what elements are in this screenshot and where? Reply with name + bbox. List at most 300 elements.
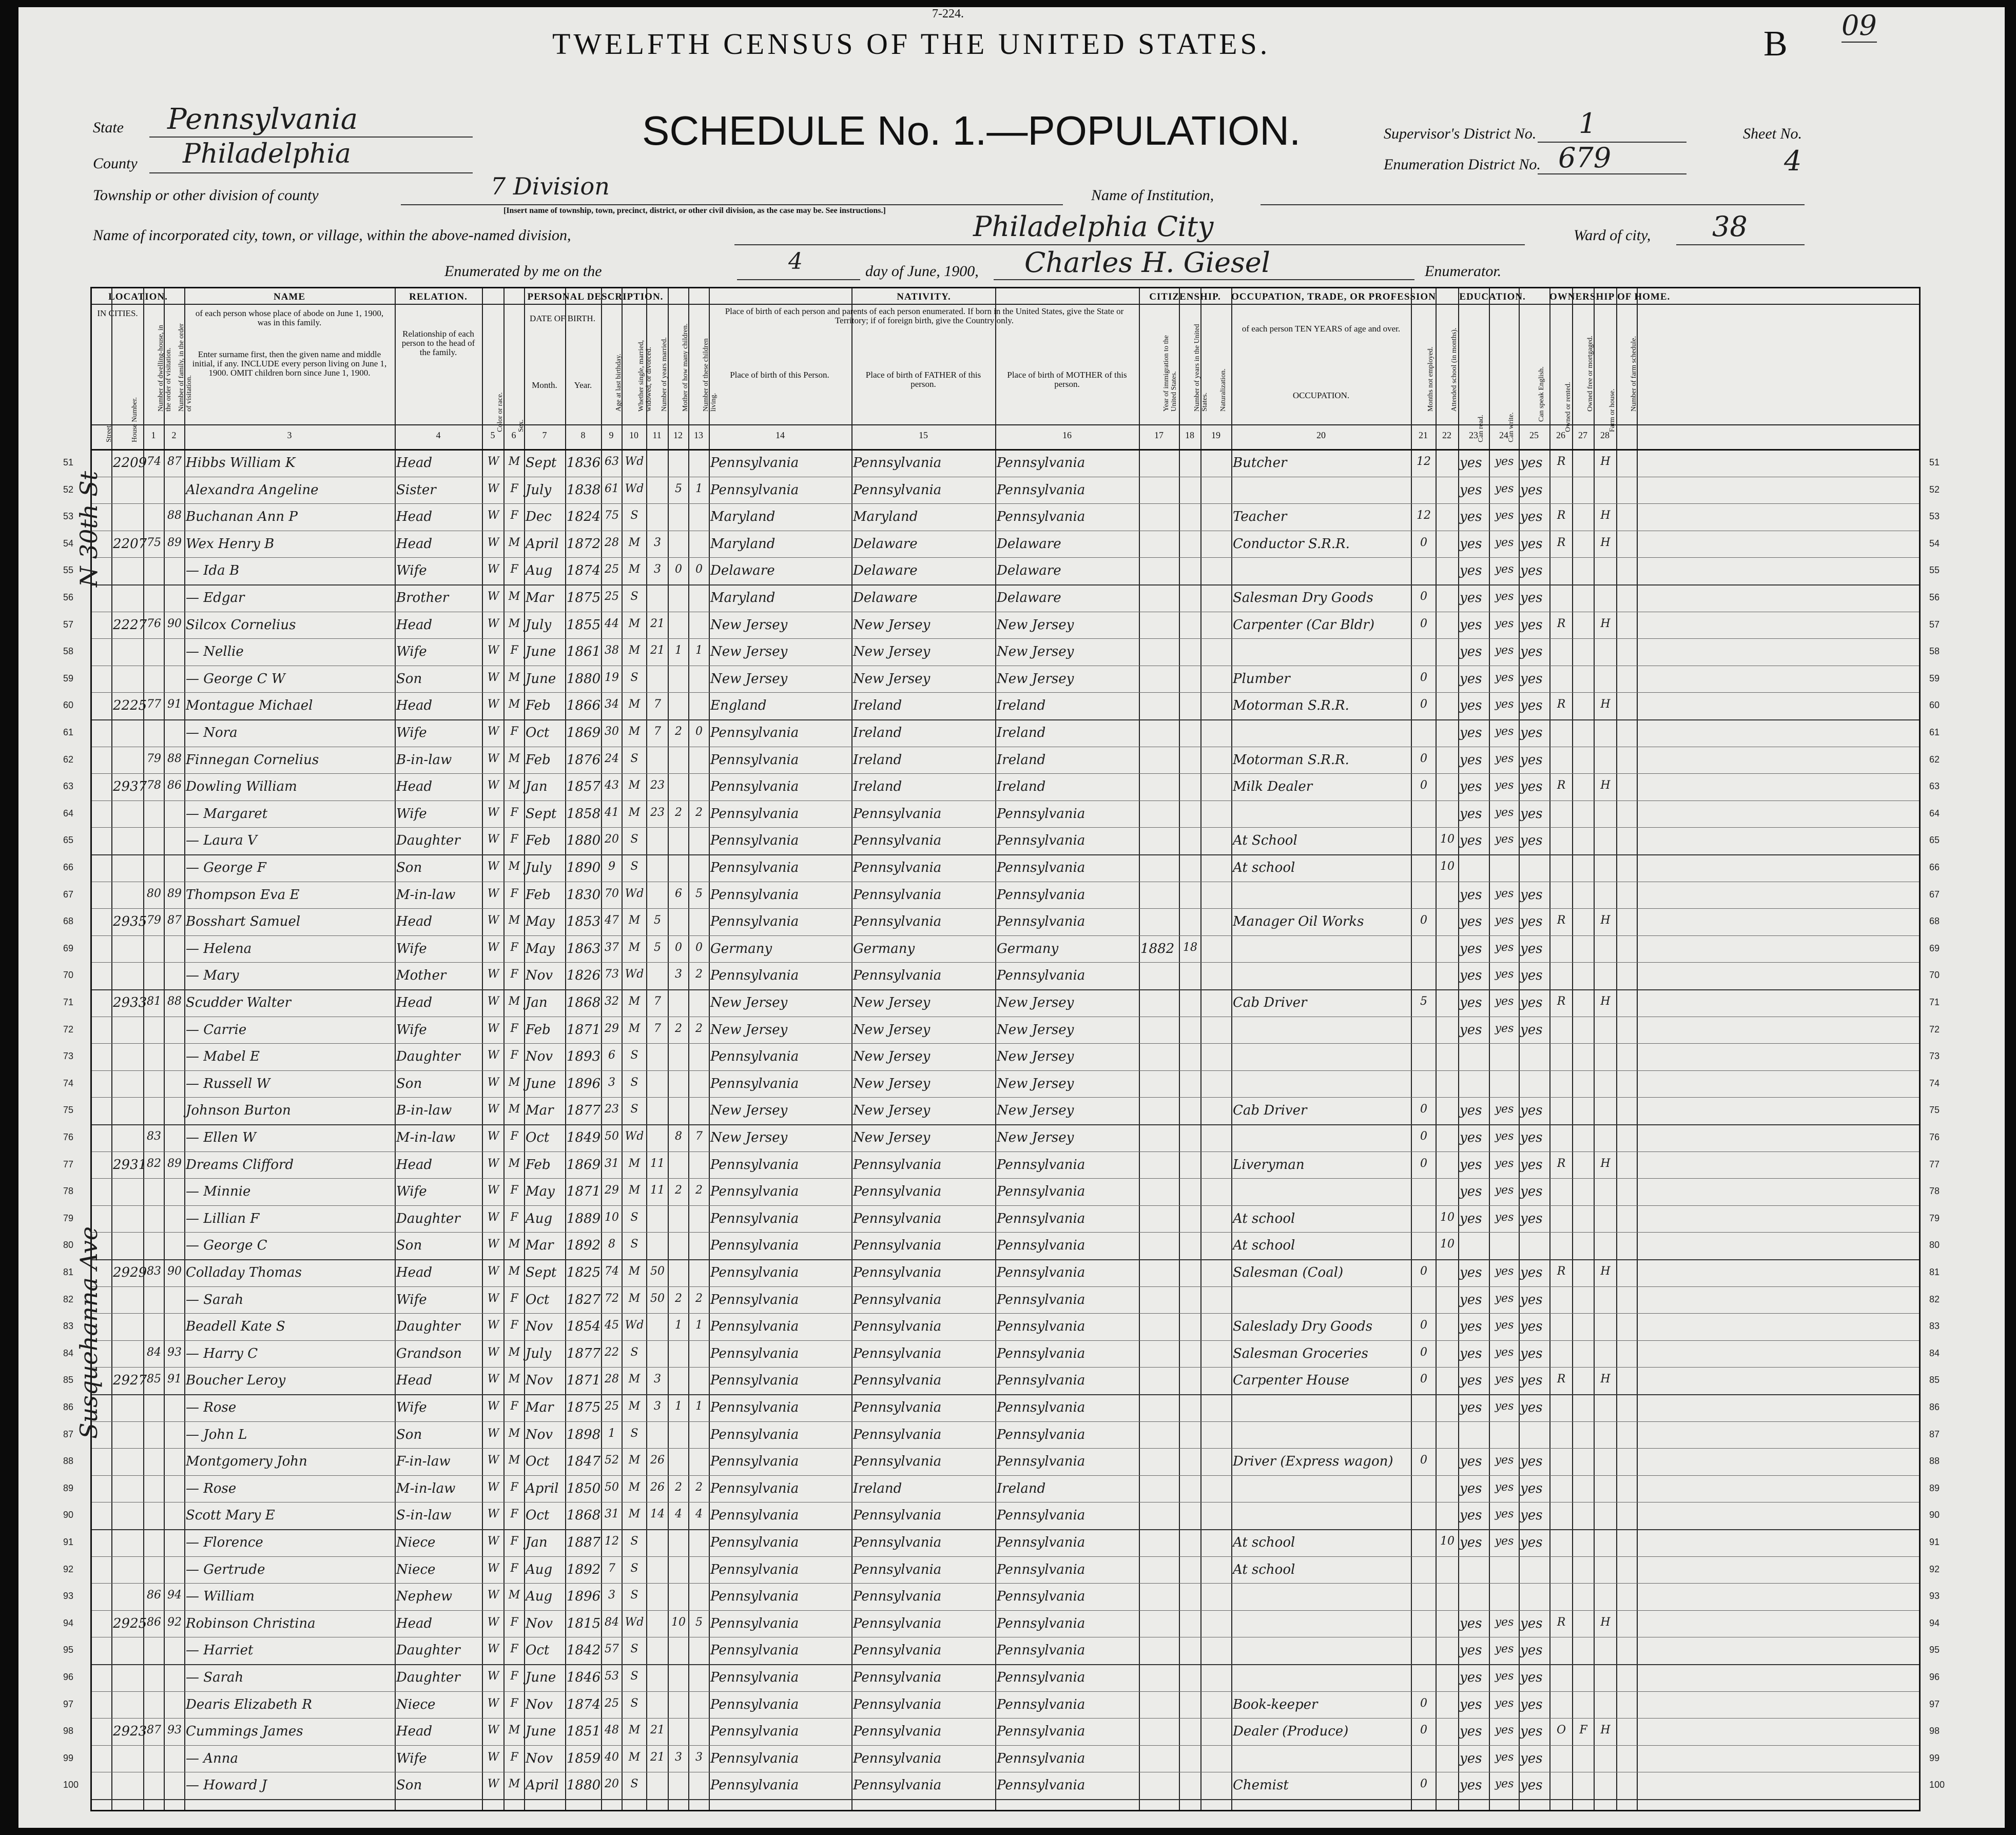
column-header: Number of these children living. — [702, 338, 718, 412]
table-cell-write: yes — [1495, 509, 1514, 522]
table-cell-name: Montague Michael — [186, 698, 313, 714]
table-cell-month: May — [526, 941, 555, 956]
table-cell-ch: 3 — [675, 1750, 682, 1764]
column-rule — [1458, 288, 1459, 1810]
table-cell-bm: Pennsylvania — [997, 455, 1085, 471]
line-number: 88 — [1929, 1456, 1940, 1467]
table-cell-year: 1893 — [567, 1049, 601, 1065]
table-cell-sch: 10 — [1440, 833, 1455, 846]
table-cell-bp: Germany — [710, 941, 772, 956]
table-cell-me: 0 — [1420, 1373, 1427, 1386]
column-header: Number of family, in the order of visitation. — [178, 323, 193, 412]
column-rule — [1572, 288, 1573, 1810]
table-cell-bm: Pennsylvania — [997, 509, 1085, 525]
table-cell-color: W — [487, 1049, 499, 1062]
table-cell-bf: Pennsylvania — [853, 1696, 942, 1712]
table-cell-year: 1826 — [567, 968, 601, 984]
table-cell-name: — Lillian F — [186, 1211, 260, 1226]
line-number: 51 — [1929, 457, 1940, 467]
table-cell-own: R — [1557, 536, 1566, 549]
table-cell-ym: 11 — [650, 1157, 665, 1170]
table-cell-month: Feb — [526, 1157, 551, 1173]
city-value: Philadelphia City — [973, 210, 1214, 243]
table-cell-year: 1874 — [567, 563, 601, 579]
table-cell-bm: Pennsylvania — [997, 914, 1085, 930]
table-cell-bp: New Jersey — [710, 671, 788, 687]
table-cell-rel: M-in-law — [396, 1480, 456, 1496]
table-cell-name: Dreams Clifford — [186, 1157, 294, 1173]
table-cell-fam: 89 — [167, 1157, 182, 1170]
column-header: Naturalization. — [1219, 368, 1227, 412]
table-cell-color: W — [487, 914, 499, 927]
column-group-label: LOCATION. — [108, 291, 168, 302]
table-cell-read: yes — [1460, 752, 1482, 768]
table-cell-liv: 0 — [695, 563, 703, 576]
table-cell-rel: M-in-law — [396, 1130, 456, 1145]
table-cell-dw: 83 — [147, 1265, 161, 1278]
table-cell-bm: Pennsylvania — [997, 1589, 1085, 1605]
line-number: 70 — [63, 970, 74, 981]
table-cell-dw: 79 — [147, 752, 161, 765]
table-cell-sex: M — [508, 779, 520, 792]
table-cell-read: yes — [1460, 1508, 1482, 1524]
table-cell-rel: Daughter — [396, 1670, 460, 1685]
table-cell-name: Buchanan Ann P — [186, 509, 298, 525]
column-rule — [164, 288, 165, 1810]
table-cell-name: — Mary — [186, 968, 239, 984]
table-cell-name: — Nellie — [186, 644, 244, 660]
line-number: 87 — [1929, 1429, 1940, 1439]
line-number: 71 — [1929, 997, 1940, 1007]
column-number: 12 — [673, 430, 683, 440]
table-cell-liv: 1 — [695, 644, 703, 657]
table-cell-write: yes — [1495, 779, 1514, 792]
table-cell-own: R — [1557, 509, 1566, 522]
table-cell-house: 2933 — [113, 995, 147, 1010]
table-cell-month: Dec — [526, 509, 552, 525]
table-cell-bf: New Jersey — [853, 1076, 931, 1091]
line-number: 97 — [1929, 1699, 1940, 1709]
column-header: Number of years married. — [661, 337, 668, 412]
table-cell-age: 12 — [605, 1535, 619, 1548]
table-cell-fam: 93 — [167, 1724, 182, 1737]
table-cell-bp: New Jersey — [710, 995, 788, 1010]
table-cell-bp: Pennsylvania — [710, 1643, 799, 1658]
table-cell-mar: Wd — [625, 1130, 644, 1143]
table-cell-sex: M — [508, 914, 520, 927]
township-value: 7 Division — [491, 172, 610, 200]
table-cell-read: yes — [1460, 509, 1482, 525]
table-cell-name: — Rose — [186, 1480, 237, 1496]
table-cell-read: yes — [1460, 1750, 1482, 1766]
table-cell-occ: Liveryman — [1233, 1157, 1305, 1173]
table-cell-occ: Teacher — [1233, 509, 1287, 525]
table-cell-year: 1889 — [567, 1211, 601, 1226]
table-cell-me: 0 — [1420, 617, 1427, 630]
table-cell-age: 74 — [605, 1265, 619, 1278]
table-cell-eng: yes — [1520, 509, 1543, 525]
table-row-rule — [92, 1745, 1919, 1746]
table-cell-bp: Pennsylvania — [710, 1778, 799, 1793]
column-rule — [646, 288, 647, 1810]
table-row-rule — [92, 1583, 1919, 1584]
table-cell-eng: yes — [1520, 1535, 1543, 1550]
table-cell-color: W — [487, 1778, 499, 1791]
table-cell-name: Scudder Walter — [186, 995, 292, 1010]
column-rule — [851, 288, 852, 1810]
table-cell-sex: M — [508, 1157, 520, 1170]
table-cell-mar: S — [630, 1535, 638, 1548]
column-rule — [601, 288, 602, 1810]
table-cell-year: 1892 — [567, 1561, 601, 1577]
column-number: 24 — [1499, 430, 1508, 440]
table-cell-color: W — [487, 1696, 499, 1710]
table-cell-sex: F — [510, 1696, 518, 1710]
table-cell-write: yes — [1495, 1400, 1514, 1413]
column-number: 25 — [1529, 430, 1539, 440]
table-cell-bf: Ireland — [853, 1480, 902, 1496]
table-cell-month: Oct — [526, 1130, 550, 1145]
table-cell-mar: S — [630, 1561, 638, 1575]
table-cell-fam: 87 — [167, 455, 182, 468]
table-cell-mar: M — [628, 698, 641, 711]
table-cell-me: 0 — [1420, 1454, 1427, 1467]
table-cell-rel: Wife — [396, 1750, 427, 1766]
table-cell-bm: Ireland — [997, 725, 1046, 740]
table-cell-ym: 7 — [654, 698, 661, 711]
line-number: 79 — [1929, 1213, 1940, 1223]
table-cell-me: 0 — [1420, 536, 1427, 549]
table-cell-age: 9 — [608, 860, 615, 873]
table-cell-eng: yes — [1520, 1103, 1543, 1119]
table-cell-name: — Laura V — [186, 833, 257, 849]
line-number: 76 — [63, 1132, 74, 1142]
table-cell-bp: Pennsylvania — [710, 860, 799, 875]
line-number: 59 — [1929, 673, 1940, 684]
table-cell-month: Jan — [526, 779, 548, 795]
table-cell-age: 22 — [605, 1345, 619, 1359]
table-cell-rel: Son — [396, 671, 422, 687]
line-number: 85 — [1929, 1375, 1940, 1385]
table-cell-name: — Russell W — [186, 1076, 270, 1091]
table-cell-name: — Sarah — [186, 1670, 244, 1685]
table-cell-color: W — [487, 509, 499, 522]
table-cell-rel: Head — [396, 1724, 433, 1740]
table-cell-bf: Pennsylvania — [853, 1292, 942, 1307]
table-cell-me: 0 — [1420, 1319, 1427, 1332]
table-cell-year: 1855 — [567, 617, 601, 633]
table-cell-ym: 3 — [654, 1400, 661, 1413]
table-cell-fam: 91 — [167, 698, 182, 711]
table-cell-mar: M — [628, 1508, 641, 1521]
line-number: 64 — [63, 808, 74, 818]
column-rule — [395, 288, 396, 1810]
line-number: 94 — [1929, 1617, 1940, 1628]
table-row-rule — [92, 1664, 1919, 1665]
table-cell-read: yes — [1460, 941, 1482, 956]
table-cell-bm: New Jersey — [997, 671, 1074, 687]
table-cell-bf: New Jersey — [853, 1049, 931, 1065]
line-number: 72 — [63, 1024, 74, 1034]
table-cell-eng: yes — [1520, 1696, 1543, 1712]
table-cell-liv: 1 — [695, 1319, 703, 1332]
table-cell-house: 2935 — [113, 914, 147, 930]
table-cell-ym: 23 — [650, 779, 665, 792]
table-cell-name: — Sarah — [186, 1292, 244, 1307]
table-cell-month: July — [526, 482, 552, 498]
table-cell-mar: S — [630, 1643, 638, 1656]
line-number: 97 — [63, 1699, 74, 1709]
table-cell-rel: Head — [396, 1265, 433, 1280]
table-cell-dw: 76 — [147, 617, 161, 630]
table-cell-ym: 21 — [650, 617, 665, 630]
table-cell-farm: H — [1600, 536, 1611, 549]
table-cell-fam: 90 — [167, 1265, 182, 1278]
table-cell-age: 28 — [605, 1373, 619, 1386]
table-cell-name: — Nora — [186, 725, 238, 740]
table-cell-sex: M — [508, 1076, 520, 1089]
table-cell-sex: M — [508, 1345, 520, 1359]
column-number: 15 — [919, 430, 928, 440]
column-number: 13 — [694, 430, 703, 440]
table-cell-bp: Maryland — [710, 509, 776, 525]
column-header: Number of farm schedule. — [1630, 336, 1638, 412]
table-cell-color: W — [487, 1345, 499, 1359]
table-cell-ym: 11 — [650, 1184, 665, 1197]
line-number: 56 — [63, 592, 74, 602]
table-cell-sex: F — [510, 1400, 518, 1413]
table-cell-bf: New Jersey — [853, 671, 931, 687]
table-cell-liv: 2 — [695, 968, 703, 981]
column-header: DATE OF BIRTH. — [530, 314, 595, 323]
table-cell-bm: New Jersey — [997, 1076, 1074, 1091]
table-cell-bp: New Jersey — [710, 1130, 788, 1145]
table-cell-month: Nov — [526, 968, 553, 984]
table-cell-bm: Ireland — [997, 1480, 1046, 1496]
table-row-rule — [92, 1340, 1919, 1341]
table-row-rule — [92, 692, 1919, 693]
column-rule — [688, 288, 689, 1810]
table-cell-name: — George C — [186, 1238, 267, 1254]
table-cell-name: Dowling William — [186, 779, 297, 795]
column-header: Color or race. — [496, 392, 504, 432]
table-cell-write: yes — [1495, 1670, 1514, 1683]
table-cell-mar: S — [630, 1103, 638, 1116]
table-cell-mar: S — [630, 1211, 638, 1224]
table-cell-rel: Sister — [396, 482, 436, 498]
table-row-rule — [92, 989, 1919, 990]
table-cell-color: W — [487, 1400, 499, 1413]
table-cell-ym: 3 — [654, 536, 661, 549]
table-cell-eng: yes — [1520, 698, 1543, 714]
table-cell-color: W — [487, 887, 499, 900]
column-number: 26 — [1556, 430, 1565, 440]
table-cell-month: Mar — [526, 1400, 554, 1415]
table-row-rule — [92, 1367, 1919, 1368]
table-cell-fam: 89 — [167, 887, 182, 900]
table-cell-sex: M — [508, 590, 520, 603]
table-cell-month: Oct — [526, 1454, 550, 1470]
table-cell-write: yes — [1495, 1615, 1514, 1629]
line-number: 65 — [1929, 835, 1940, 846]
table-cell-bf: Pennsylvania — [853, 1427, 942, 1442]
column-rule — [1549, 288, 1550, 1810]
table-cell-color: W — [487, 1750, 499, 1764]
line-number: 90 — [63, 1510, 74, 1520]
line-number: 69 — [63, 943, 74, 953]
table-cell-age: 48 — [605, 1724, 619, 1737]
table-cell-year: 1815 — [567, 1615, 601, 1631]
table-cell-sex: F — [510, 1049, 518, 1062]
column-rule — [143, 288, 144, 1810]
table-cell-age: 1 — [608, 1427, 615, 1440]
line-number: 68 — [63, 916, 74, 927]
table-cell-house: 2927 — [113, 1373, 147, 1389]
table-cell-me: 0 — [1420, 779, 1427, 792]
table-cell-month: Feb — [526, 833, 551, 849]
table-cell-ch: 5 — [675, 482, 682, 495]
table-cell-rel: Head — [396, 914, 433, 930]
table-cell-bp: Maryland — [710, 590, 776, 606]
column-header: Can read. — [1477, 415, 1485, 442]
table-cell-eng: yes — [1520, 1157, 1543, 1173]
table-cell-bm: Pennsylvania — [997, 833, 1085, 849]
line-number: 54 — [1929, 538, 1940, 549]
supervisor-label: Supervisor's District No. — [1384, 125, 1537, 142]
table-cell-bf: Pennsylvania — [853, 887, 942, 903]
table-cell-occ: At School — [1233, 833, 1297, 849]
table-cell-age: 37 — [605, 941, 619, 954]
table-cell-liv: 0 — [695, 941, 703, 954]
column-number: 22 — [1442, 430, 1451, 440]
table-cell-read: yes — [1460, 1265, 1482, 1280]
table-cell-name: Johnson Burton — [186, 1103, 291, 1119]
table-cell-year: 1875 — [567, 1400, 601, 1415]
column-rule — [1231, 288, 1232, 1810]
table-cell-mar: M — [628, 779, 641, 792]
table-cell-ym: 21 — [650, 1750, 665, 1764]
table-cell-year: 1824 — [567, 509, 601, 525]
table-row-rule — [92, 1556, 1919, 1557]
table-cell-age: 84 — [605, 1615, 619, 1629]
table-cell-year: 1849 — [567, 1130, 601, 1145]
header-rule — [92, 424, 1919, 425]
table-cell-house: 2931 — [113, 1157, 147, 1173]
table-cell-bm: New Jersey — [997, 1103, 1074, 1119]
table-cell-occ: Motorman S.R.R. — [1233, 752, 1349, 768]
table-cell-color: W — [487, 644, 499, 657]
table-cell-rel: Wife — [396, 806, 427, 822]
table-cell-bf: Pennsylvania — [853, 806, 942, 822]
table-cell-occ: At school — [1233, 1561, 1295, 1577]
table-cell-ch: 2 — [675, 1022, 682, 1035]
table-cell-rel: Head — [396, 1373, 433, 1389]
table-cell-read: yes — [1460, 671, 1482, 687]
table-cell-age: 25 — [605, 563, 619, 576]
table-cell-age: 75 — [605, 509, 619, 522]
line-number: 73 — [63, 1051, 74, 1062]
line-number: 98 — [1929, 1726, 1940, 1736]
column-header: Enter surname first, then the given name and middle initial, if any. INCLUDE every person living on June 1, 1900. OMIT children born since June 1, 1900. — [192, 349, 387, 378]
column-group-label: EDUCATION. — [1459, 291, 1526, 302]
table-cell-eng: yes — [1520, 1724, 1543, 1740]
table-cell-eng: yes — [1520, 725, 1543, 740]
table-cell-sex: F — [510, 563, 518, 576]
table-cell-dw: 86 — [147, 1589, 161, 1602]
table-cell-bf: Pennsylvania — [853, 833, 942, 849]
column-header: Street. — [105, 423, 113, 442]
table-cell-name: — Ellen W — [186, 1130, 256, 1145]
table-cell-ym: 50 — [650, 1265, 665, 1278]
table-cell-mar: Wd — [625, 887, 644, 900]
table-cell-month: May — [526, 1184, 555, 1200]
table-cell-bm: Delaware — [997, 563, 1061, 579]
table-cell-liv: 1 — [695, 1400, 703, 1413]
column-rule — [524, 288, 525, 1810]
table-cell-month: June — [526, 671, 556, 687]
table-cell-name: Cummings James — [186, 1724, 303, 1740]
table-cell-age: 57 — [605, 1643, 619, 1656]
table-cell-age: 20 — [605, 1778, 619, 1791]
column-number: 16 — [1062, 430, 1072, 440]
line-number: 78 — [63, 1186, 74, 1197]
sheet-no-label: Sheet No. — [1743, 125, 1802, 142]
table-cell-year: 1854 — [567, 1319, 601, 1335]
table-cell-eng: yes — [1520, 1345, 1543, 1361]
table-cell-month: Feb — [526, 752, 551, 768]
sheet-stamp: 09 — [1841, 9, 1877, 42]
table-cell-bf: Delaware — [853, 536, 918, 552]
table-cell-occ: Butcher — [1233, 455, 1287, 471]
table-cell-year: 1880 — [567, 671, 601, 687]
table-cell-sex: M — [508, 1103, 520, 1116]
table-cell-month: Mar — [526, 1238, 554, 1254]
table-cell-rel: Daughter — [396, 1211, 460, 1226]
table-cell-ch: 2 — [675, 1292, 682, 1305]
table-row-rule — [92, 1529, 1919, 1530]
table-cell-age: 19 — [605, 671, 619, 684]
table-cell-year: 1872 — [567, 536, 601, 552]
table-cell-occ: Cab Driver — [1233, 995, 1307, 1010]
table-cell-age: 41 — [605, 806, 619, 819]
table-cell-read: yes — [1460, 455, 1482, 471]
table-cell-write: yes — [1495, 914, 1514, 927]
table-cell-mar: S — [630, 1238, 638, 1251]
table-cell-rel: Wife — [396, 1022, 427, 1038]
column-header: Farm or house. — [1608, 388, 1616, 432]
table-cell-color: W — [487, 1130, 499, 1143]
table-cell-farm: H — [1600, 995, 1611, 1008]
column-header: Year of immigration to the United States. — [1162, 335, 1178, 412]
table-cell-month: June — [526, 1724, 556, 1740]
table-cell-month: April — [526, 1778, 559, 1793]
table-cell-bp: England — [710, 698, 767, 714]
table-cell-farm: H — [1600, 1615, 1611, 1629]
line-number: 91 — [63, 1537, 74, 1547]
column-number: 8 — [580, 430, 586, 440]
table-cell-me: 0 — [1420, 1103, 1427, 1116]
line-number: 72 — [1929, 1024, 1940, 1034]
table-cell-name: — Ida B — [186, 563, 240, 579]
table-cell-eng: yes — [1520, 617, 1543, 633]
table-row-rule — [92, 827, 1919, 828]
table-cell-own: R — [1557, 698, 1566, 711]
table-cell-occ: Salesman (Coal) — [1233, 1265, 1344, 1280]
table-cell-write: yes — [1495, 1265, 1514, 1278]
table-cell-eng: yes — [1520, 590, 1543, 606]
line-number: 58 — [63, 646, 74, 657]
column-group-label: PERSONAL DESCRIPTION. — [527, 291, 664, 302]
